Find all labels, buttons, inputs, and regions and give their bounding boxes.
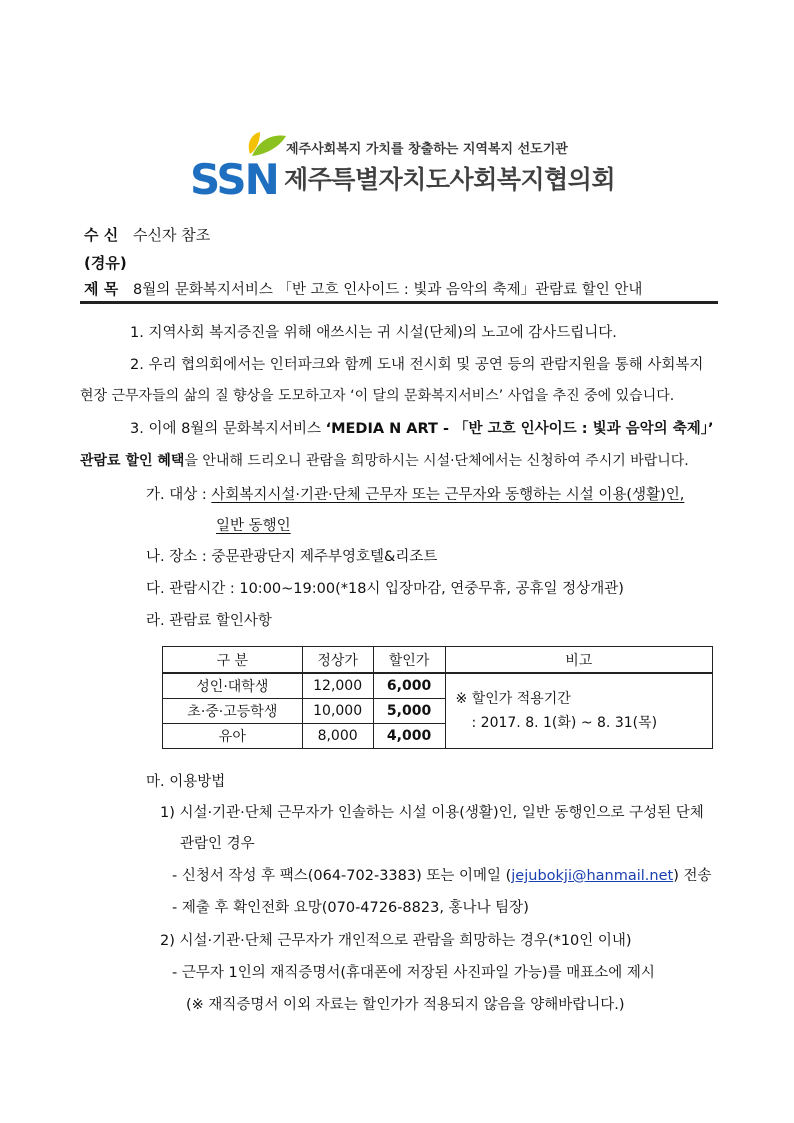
fee-table	[162, 646, 713, 749]
recipient-value: 수신자 참조	[132, 226, 211, 244]
note-line-1: ※ 할인가 적용기간	[455, 691, 571, 707]
discount-period-note	[445, 673, 712, 749]
ssn-logo	[190, 132, 290, 198]
via-label: (경유)	[84, 254, 127, 272]
header-regular-price: 정상가	[302, 647, 373, 674]
via-line	[84, 252, 137, 273]
row-regular-price: 12,000	[302, 673, 373, 699]
row-category: 유아	[163, 724, 303, 749]
paragraph-3-rest: 을 안내해 드리오니 관람을 희망하시는 시설·단체에서는 신청하여 주시기 바랍니다.	[184, 453, 689, 469]
event-title: ‘MEDIA N ART - 「반 고흐 인사이드 : 빛과 음악의 축제」’	[325, 421, 714, 437]
apply-instructions: - 신청서 작성 후 팩스(064-702-3383) 또는 이메일 (	[172, 868, 512, 884]
subject-label: 제 목	[84, 280, 119, 298]
row-discount-price: 4,000	[373, 724, 445, 749]
usage-2-proof: - 근무자 1인의 재직증명서(휴대폰에 저장된 사진파일 가능)를 매표소에 제시	[172, 965, 655, 981]
row-regular-price: 8,000	[302, 724, 373, 749]
letterhead-slogan: 제주사회복지 가치를 창출하는 지역복지 선도기관	[286, 142, 568, 157]
header-category: 구 분	[163, 647, 303, 674]
note-line-2: : 2017. 8. 1(화) ~ 8. 31(목)	[471, 715, 658, 731]
paragraph-3-line-1	[130, 417, 714, 438]
paragraph-3-line-2	[80, 450, 689, 470]
usage-2: 2) 시설·기관·단체 근무자가 개인적으로 관람을 희망하는 경우(*10인 이내)	[160, 933, 632, 949]
usage-1-confirm: - 제출 후 확인전화 요망(070-4726-8823, 홍나나 팀장)	[172, 900, 529, 916]
email-link[interactable]: jejubokji@hanmail.net	[511, 868, 674, 884]
usage-1-apply	[172, 864, 712, 885]
item-a-value-line-2: 일반 동행인	[216, 518, 291, 534]
recipient-line	[84, 224, 210, 245]
usage-2-note: (※ 재직증명서 이외 자료는 할인가가 적용되지 않음을 양해바랍니다.)	[186, 997, 625, 1013]
row-discount-price: 5,000	[373, 699, 445, 724]
logo-text: SSN	[190, 155, 278, 198]
row-category: 성인·대학생	[163, 673, 303, 699]
apply-send: ) 전송	[673, 868, 712, 884]
usage-1-line-1: 1) 시설·기관·단체 근무자가 인솔하는 시설 이용(생활)인, 일반 동행인으로 구성된 단체	[160, 805, 704, 821]
usage-1-line-2: 관람인 경우	[180, 836, 255, 852]
discount-benefit-emphasis: 관람료 할인 혜택	[80, 453, 185, 469]
item-d-discount-heading: 라. 관람료 할인사항	[146, 613, 272, 629]
row-regular-price: 10,000	[302, 699, 373, 724]
paragraph-2-line-1: 2. 우리 협의회에서는 인터파크와 함께 도내 전시회 및 공연 등의 관람지원을 통해 사회복지	[130, 357, 704, 373]
header-discount-price: 할인가	[373, 647, 445, 674]
row-discount-price: 6,000	[373, 673, 445, 699]
item-c-hours: 다. 관람시간 : 10:00~19:00(*18시 입장마감, 연중무휴, 공휴일 정상개관)	[146, 581, 624, 597]
subject-line	[84, 278, 642, 299]
item-a-label: 가. 대상 :	[146, 487, 212, 503]
table-header-row	[163, 647, 713, 674]
row-category: 초·중·고등학생	[163, 699, 303, 724]
item-a-value: 사회복지시설·기관·단체 근무자 또는 근무자와 동행하는 시설 이용(생활)인,	[211, 487, 685, 503]
table-row	[163, 673, 713, 699]
paragraph-2-line-2: 현장 근무자들의 삶의 질 향상을 도모하고자 ‘이 달의 문화복지서비스’ 사업을 추진 중에 있습니다.	[80, 388, 675, 404]
item-a-target	[146, 483, 684, 504]
item-e-usage-heading: 마. 이용방법	[146, 774, 226, 790]
header-divider	[80, 301, 718, 304]
paragraph-1: 1. 지역사회 복지증진을 위해 애쓰시는 귀 시설(단체)의 노고에 감사드립니다.	[130, 325, 617, 341]
header-note: 비고	[445, 647, 712, 674]
paragraph-3-intro: 3. 이에 8월의 문화복지서비스	[130, 421, 326, 437]
item-b-place: 나. 장소 : 중문관광단지 제주부영호텔&리조트	[146, 549, 438, 565]
recipient-label: 수 신	[84, 226, 119, 244]
subject-value: 8월의 문화복지서비스 「반 고흐 인사이드 : 빛과 음악의 축제」관람료 할인 안내	[132, 282, 643, 298]
organization-name: 제주특별자치도사회복지협의회	[284, 165, 616, 194]
